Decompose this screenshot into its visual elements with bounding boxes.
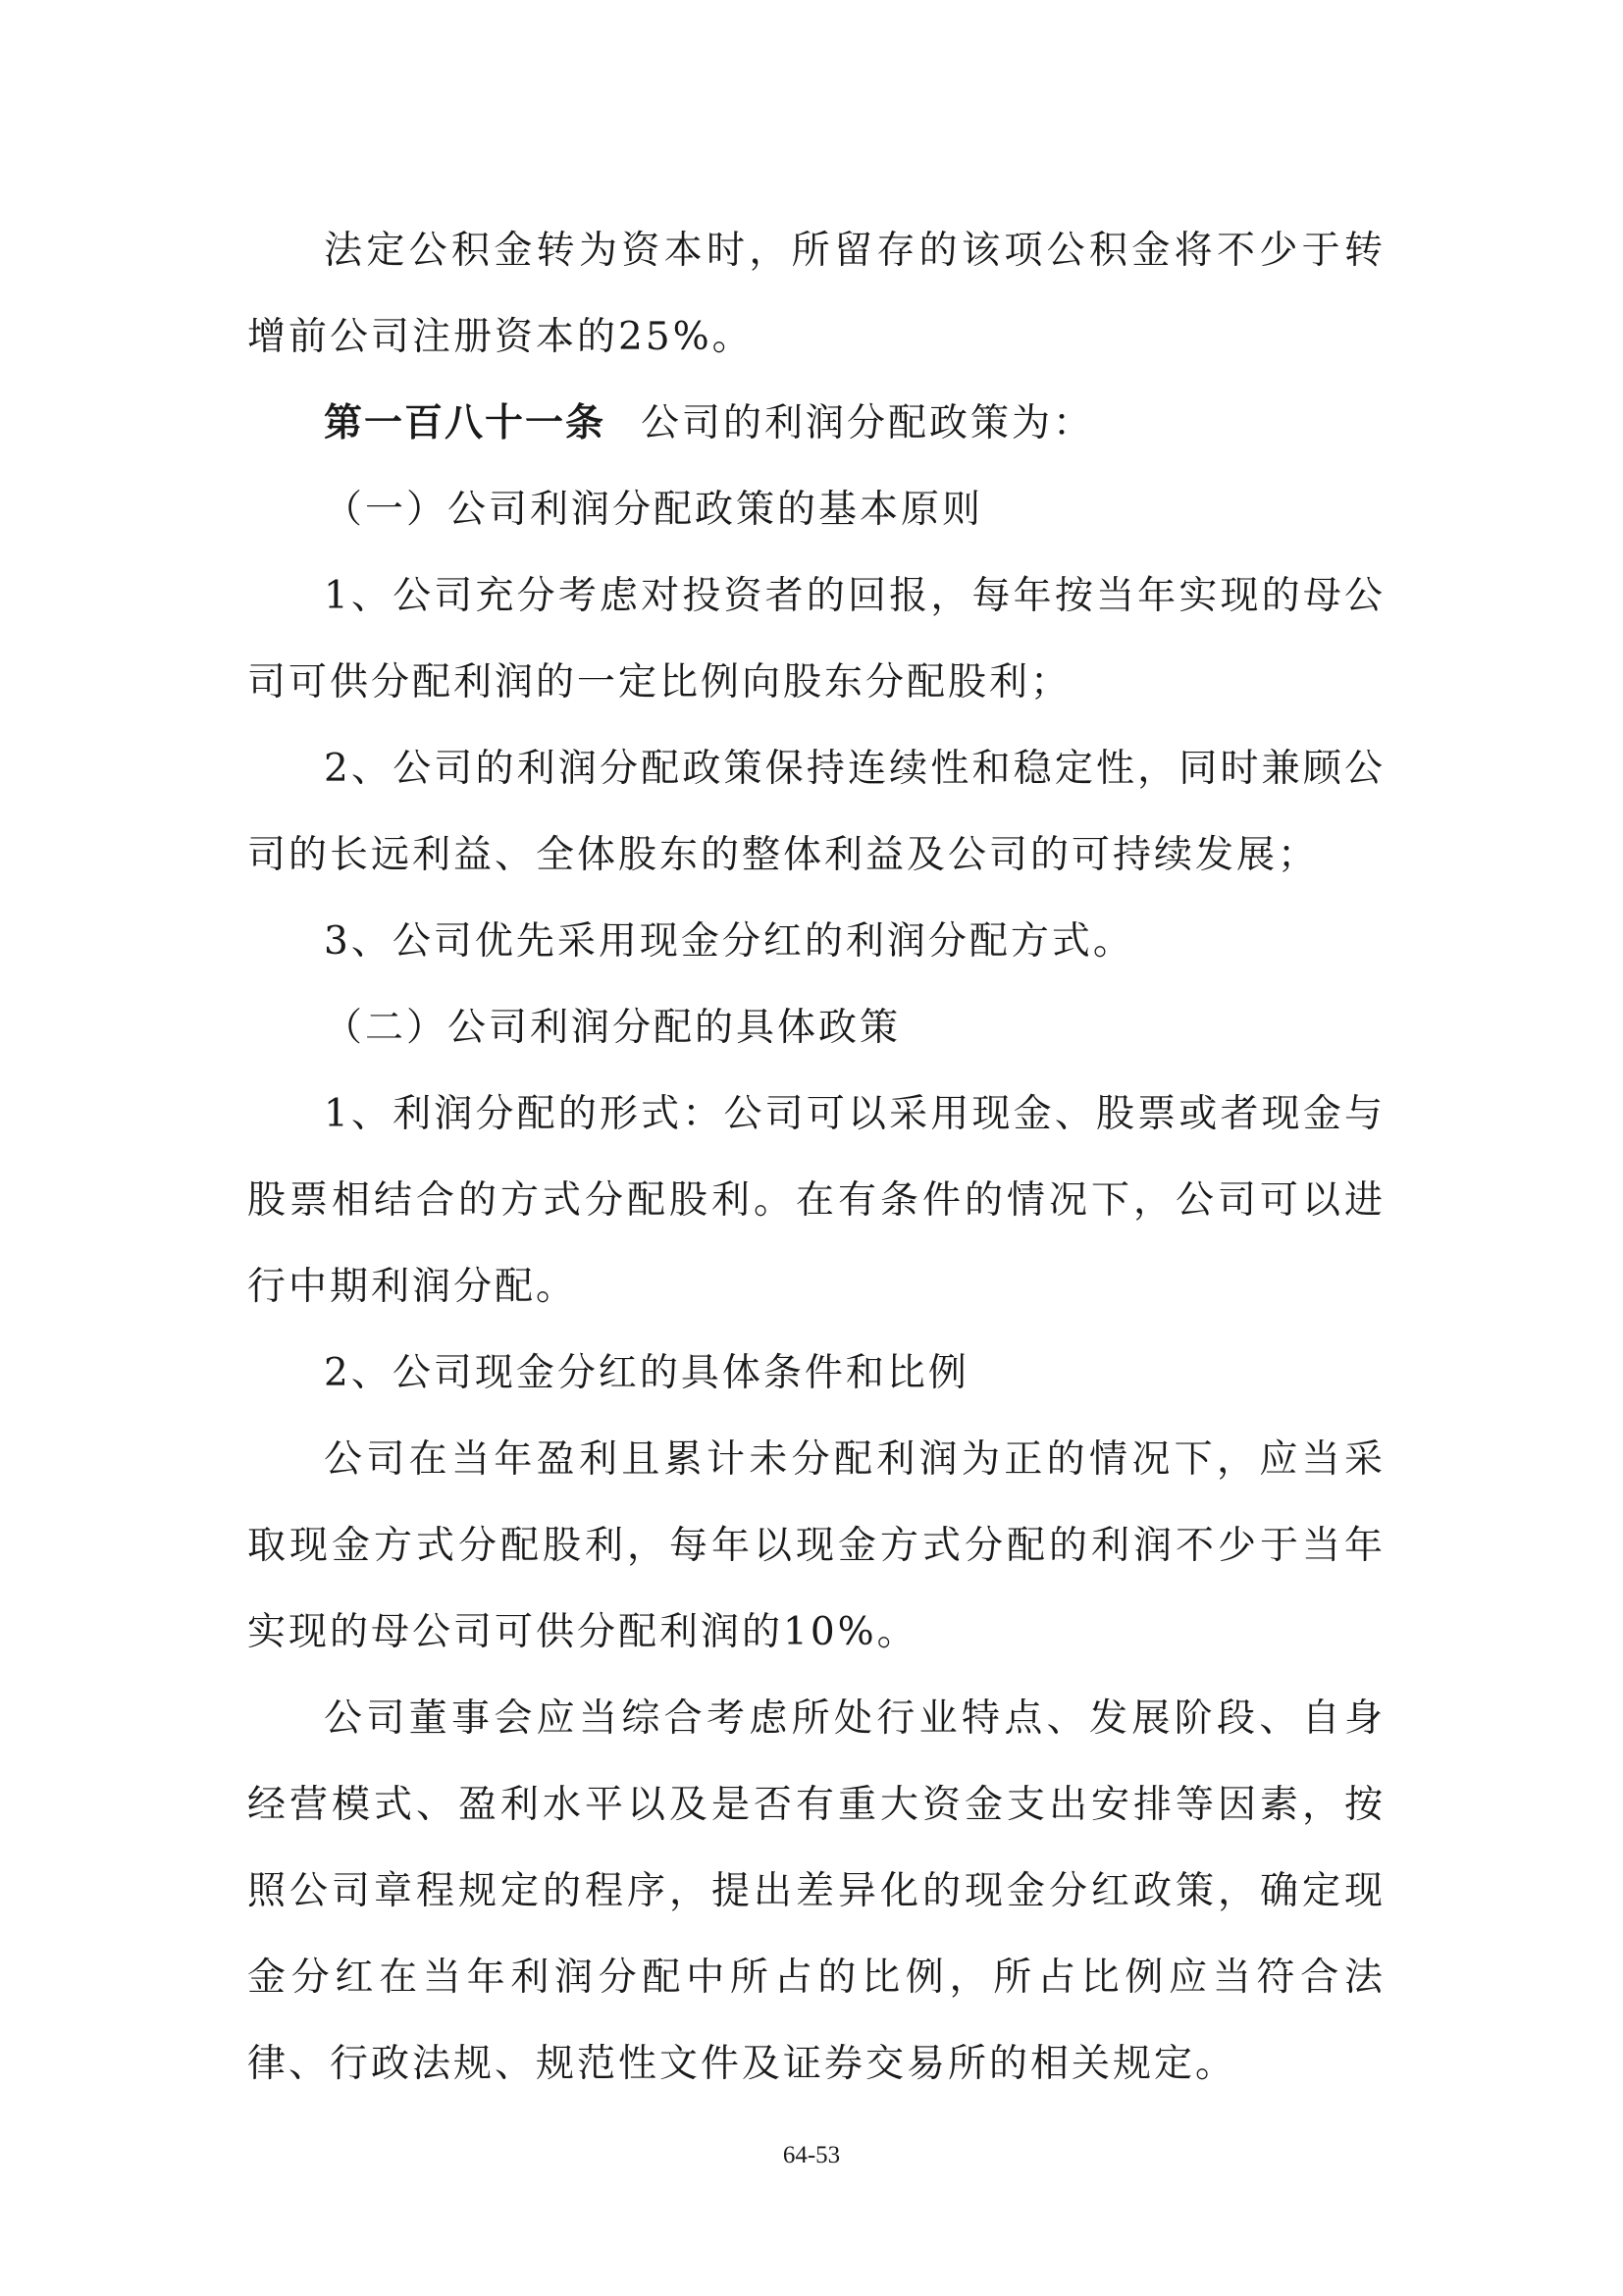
- paragraph-principle-2: 2、公司的利润分配政策保持连续性和稳定性，同时兼顾公司的长远利益、全体股东的整体利益及公司的可持续发展；: [247, 747, 1386, 877]
- paragraph-cash-dividend-condition: 公司在当年盈利且累计未分配利润为正的情况下，应当采取现金方式分配股利，每年以现金方式分配的利润不少于当年实现的母公司可供分配利润的10%。: [247, 1437, 1386, 1654]
- paragraph-board-policy: 公司董事会应当综合考虑所处行业特点、发展阶段、自身经营模式、盈利水平以及是否有重大资金支出安排等因素，按照公司章程规定的程序，提出差异化的现金分红政策，确定现金分红在当年利润分配中所占的比例，所占比例应当符合法律、行政法规、规范性文件及证券交易所的相关规定。: [247, 1696, 1386, 2086]
- article-intro: 公司的利润分配政策为：: [641, 401, 1095, 445]
- article-title: 第一百八十一条: [324, 401, 606, 445]
- paragraph-principle-3: 3、公司优先采用现金分红的利润分配方式。: [324, 919, 1134, 964]
- paragraph-article-181: [247, 381, 1386, 467]
- page-number: 64-53: [782, 2142, 841, 2168]
- section-heading-basic-principles: （一）公司利润分配政策的基本原则: [324, 488, 984, 532]
- paragraph-cash-dividend-heading: 2、公司现金分红的具体条件和比例: [324, 1351, 969, 1395]
- document-body: [247, 208, 1386, 2108]
- section-heading-specific-policy: （二）公司利润分配的具体政策: [324, 1006, 902, 1050]
- paragraph-reserve-fund: 法定公积金转为资本时，所留存的该项公积金将不少于转增前公司注册资本的25%。: [247, 229, 1386, 359]
- paragraph-distribution-form: 1、利润分配的形式：公司可以采用现金、股票或者现金与股票相结合的方式分配股利。在有条件的情况下，公司可以进行中期利润分配。: [247, 1092, 1386, 1309]
- paragraph-principle-1: 1、公司充分考虑对投资者的回报，每年按当年实现的母公司可供分配利润的一定比例向股东分配股利；: [247, 574, 1386, 704]
